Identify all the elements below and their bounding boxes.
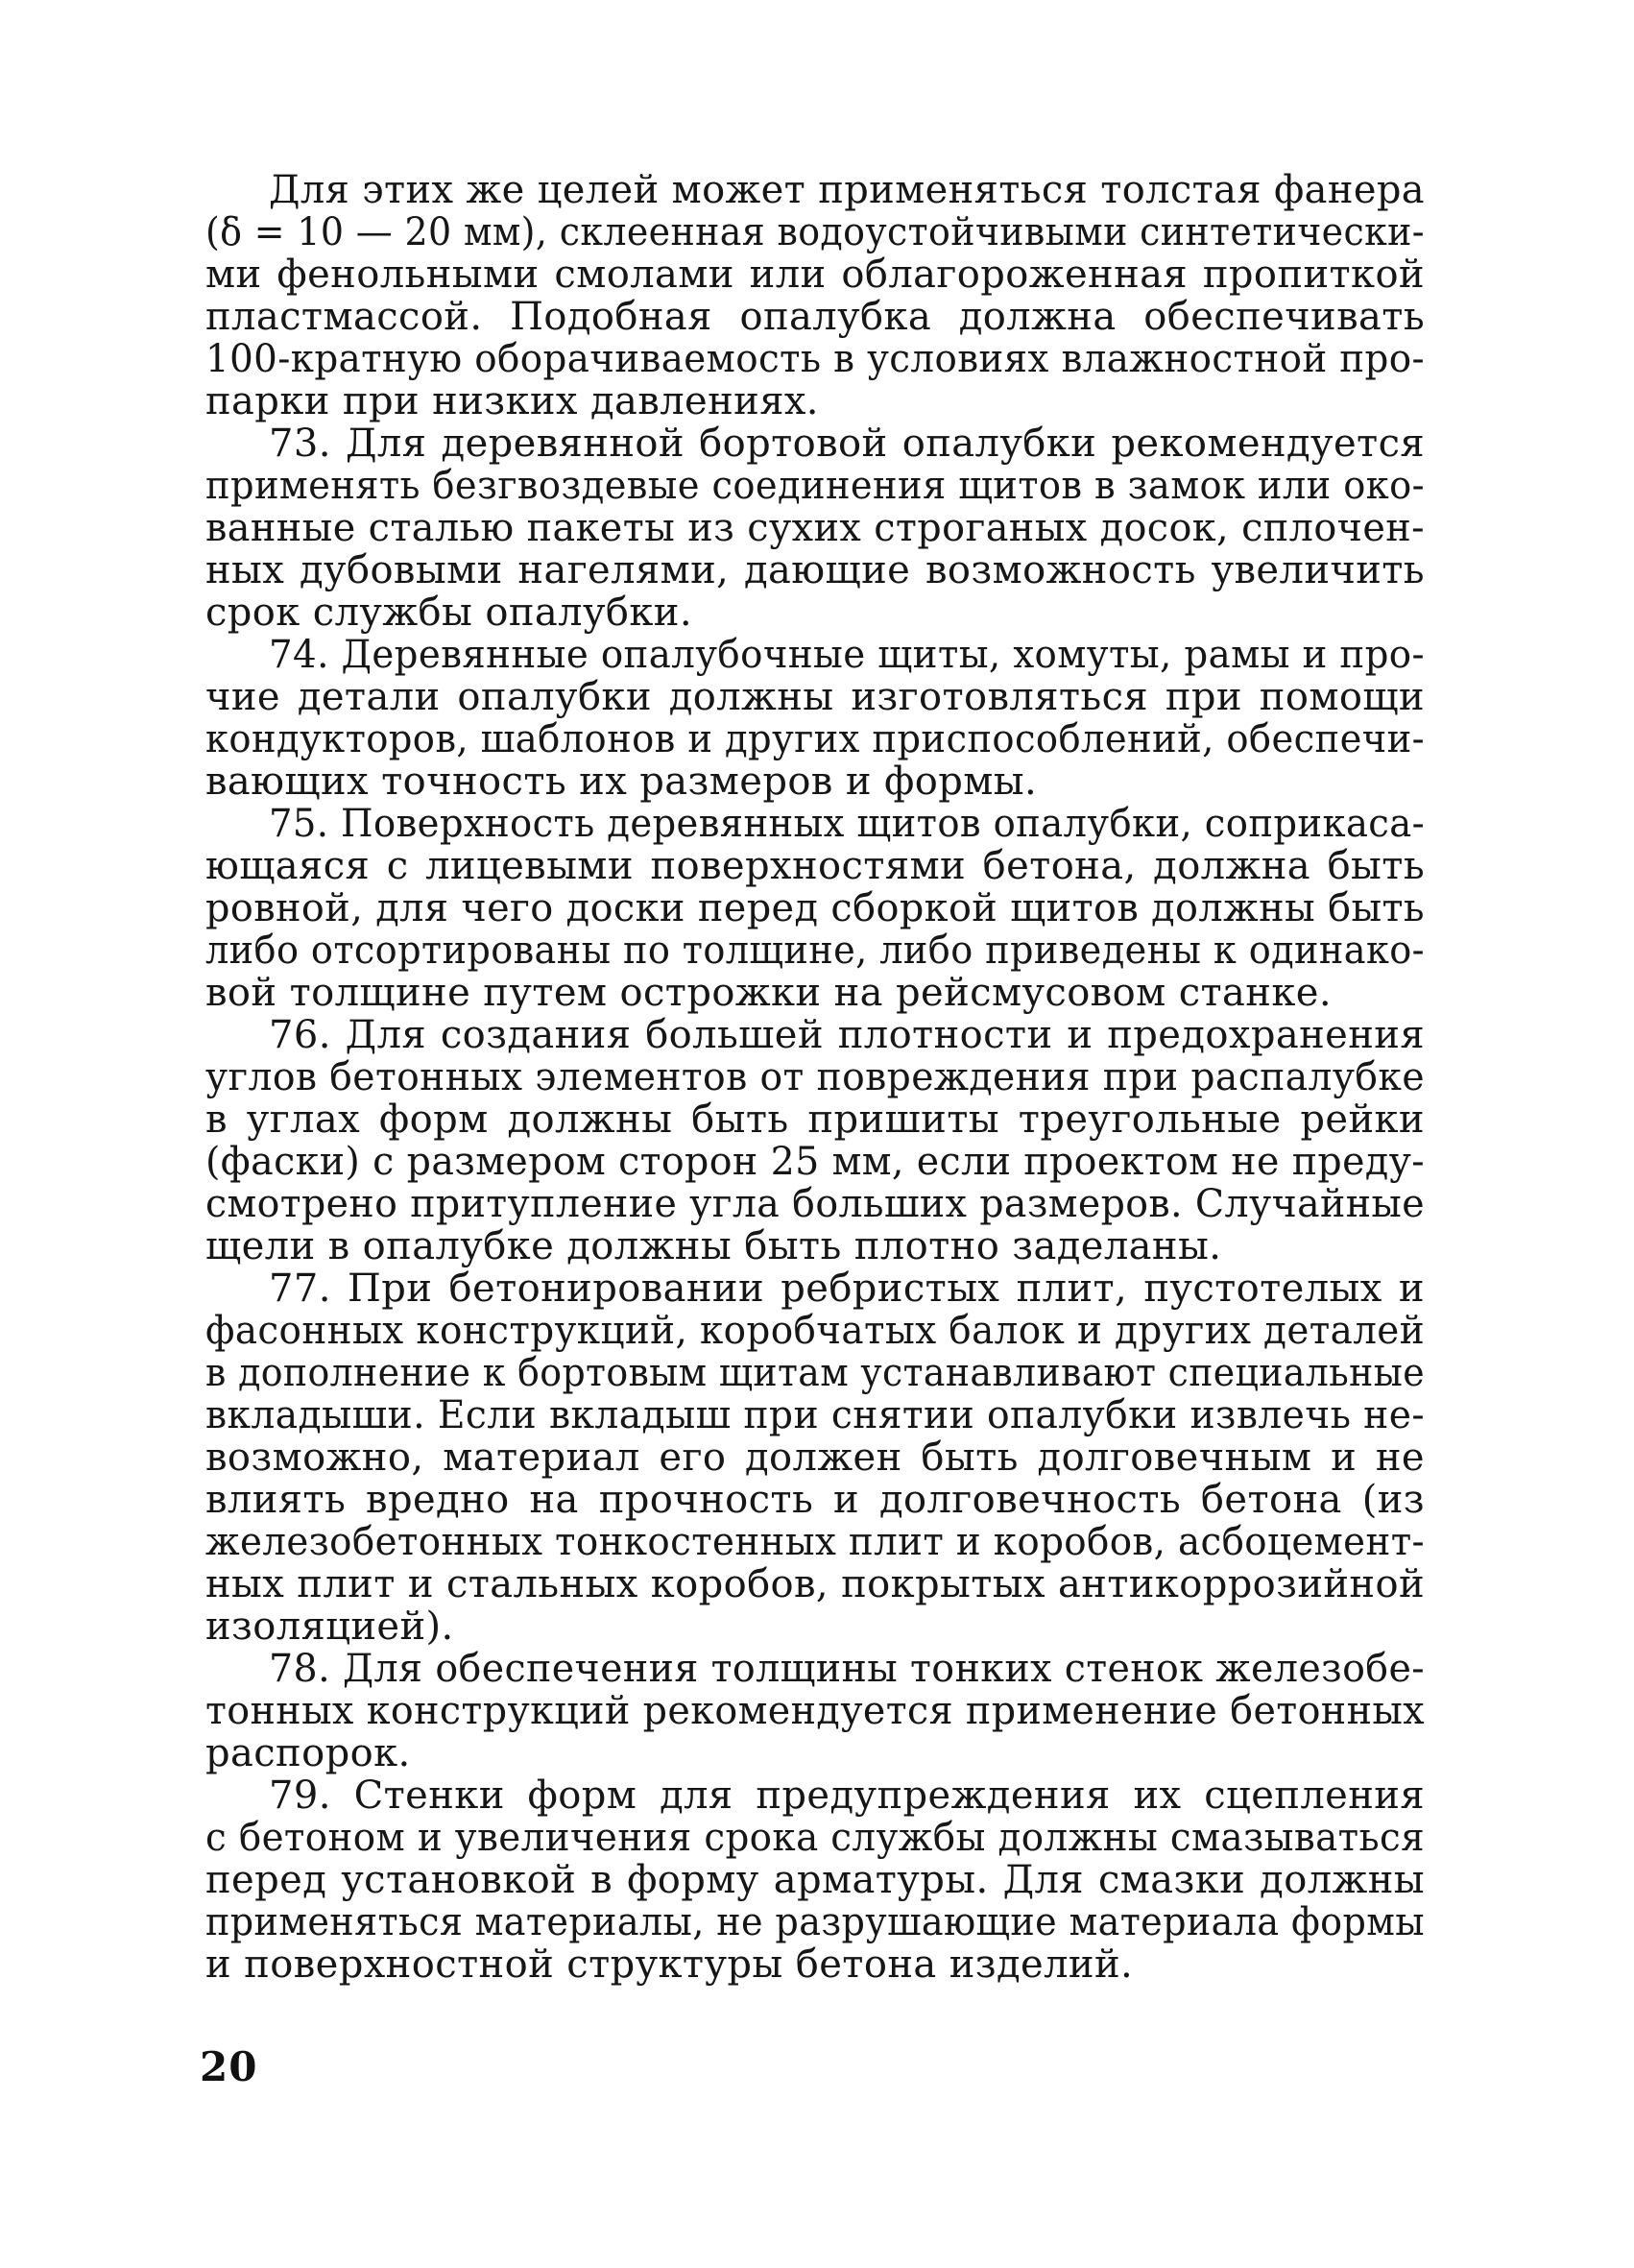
paragraph-first-line: 75. Поверхность деревянных щитов опалубки, соприкаса-	[269, 802, 1425, 846]
text-line: вой толщине путем острожки на рейсмусовом станке.	[205, 971, 1332, 1015]
text-line: влиять вредно на прочность и долговечность бетона (из	[205, 1478, 1425, 1522]
text-line: изоляцией).	[205, 1604, 454, 1649]
page-number: 20	[200, 2043, 258, 2090]
text-line: применяться материалы, не разрушающие материала формы	[205, 1900, 1425, 1944]
text-line: срок службы опалубки.	[205, 591, 692, 635]
text-line: чие детали опалубки должны изготовляться при помощи	[205, 675, 1425, 719]
paragraph-first-line: 74. Деревянные опалубочные щиты, хомуты, рамы и про-	[269, 633, 1425, 677]
text-line: ющаяся с лицевыми поверхностями бетона, должна быть	[205, 844, 1425, 888]
text-line: 100-кратную оборачиваемость в условиях влажностной про-	[205, 337, 1425, 381]
paragraph-first-line: 76. Для создания большей плотности и предохранения	[269, 1013, 1425, 1057]
text-line: с бетоном и увеличения срока службы должны смазываться	[205, 1816, 1425, 1860]
text-line: в углах форм должны быть пришиты треугольные рейки	[205, 1098, 1425, 1142]
text-line: (фаски) с размером сторон 25 мм, если проектом не преду-	[205, 1140, 1425, 1184]
text-line: парки при низких давлениях.	[205, 379, 819, 423]
text-line: возможно, материал его должен быть долговечным и не	[205, 1436, 1425, 1480]
paragraph-first-line: Для этих же целей может применяться толстая фанера	[269, 168, 1425, 212]
paragraph-first-line: 78. Для обеспечения толщины тонких стенок железобе-	[269, 1647, 1425, 1691]
text-line: железобетонных тонкостенных плит и коробов, асбоцемент-	[205, 1520, 1425, 1564]
text-line: фасонных конструкций, коробчатых балок и других деталей	[205, 1309, 1425, 1353]
text-line: (δ = 10 — 20 мм), склеенная водоустойчивыми синтетически-	[205, 210, 1425, 254]
text-line: вкладыши. Если вкладыш при снятии опалубки извлечь не-	[205, 1393, 1425, 1437]
text-line: ных плит и стальных коробов, покрытых антикоррозийной	[205, 1562, 1425, 1606]
text-line: либо отсортированы по толщине, либо приведены к одинако-	[205, 929, 1425, 973]
text-line: кондукторов, шаблонов и других приспособлений, обеспечи-	[205, 717, 1425, 761]
text-line: вающих точность их размеров и формы.	[205, 760, 1038, 804]
paragraph-first-line: 79. Стенки форм для предупреждения их сцепления	[269, 1773, 1425, 1818]
paragraph-first-line: 77. При бетонировании ребристых плит, пустотелых и	[269, 1267, 1425, 1311]
text-line: щели в опалубке должны быть плотно заделаны.	[205, 1224, 1222, 1268]
text-line: перед установкой в форму арматуры. Для смазки должны	[205, 1858, 1425, 1902]
text-line: ванные сталью пакеты из сухих строганых досок, сплочен-	[205, 506, 1425, 550]
paragraph-first-line: 73. Для деревянной бортовой опалубки рекомендуется	[269, 422, 1425, 466]
text-line: углов бетонных элементов от повреждения при распалубке	[205, 1055, 1425, 1099]
text-line: пластмассой. Подобная опалубка должна обеспечивать	[205, 295, 1425, 339]
text-line: ми фенольными смолами или облагороженная пропиткой	[205, 253, 1425, 297]
text-line: смотрено притупление угла больших размеров. Случайные	[205, 1182, 1425, 1226]
text-line: в дополнение к бортовым щитам устанавливают специальные	[205, 1351, 1425, 1395]
text-line: ровной, для чего доски перед сборкой щитов должны быть	[205, 886, 1425, 930]
text-line: применять безгвоздевые соединения щитов в замок или око-	[205, 464, 1425, 508]
text-line: и поверхностной структуры бетона изделий.	[205, 1942, 1134, 1987]
text-line: распорок.	[205, 1731, 411, 1775]
text-line: ных дубовыми нагелями, дающие возможность увеличить	[205, 548, 1425, 592]
text-line: тонных конструкций рекомендуется применение бетонных	[205, 1689, 1425, 1733]
